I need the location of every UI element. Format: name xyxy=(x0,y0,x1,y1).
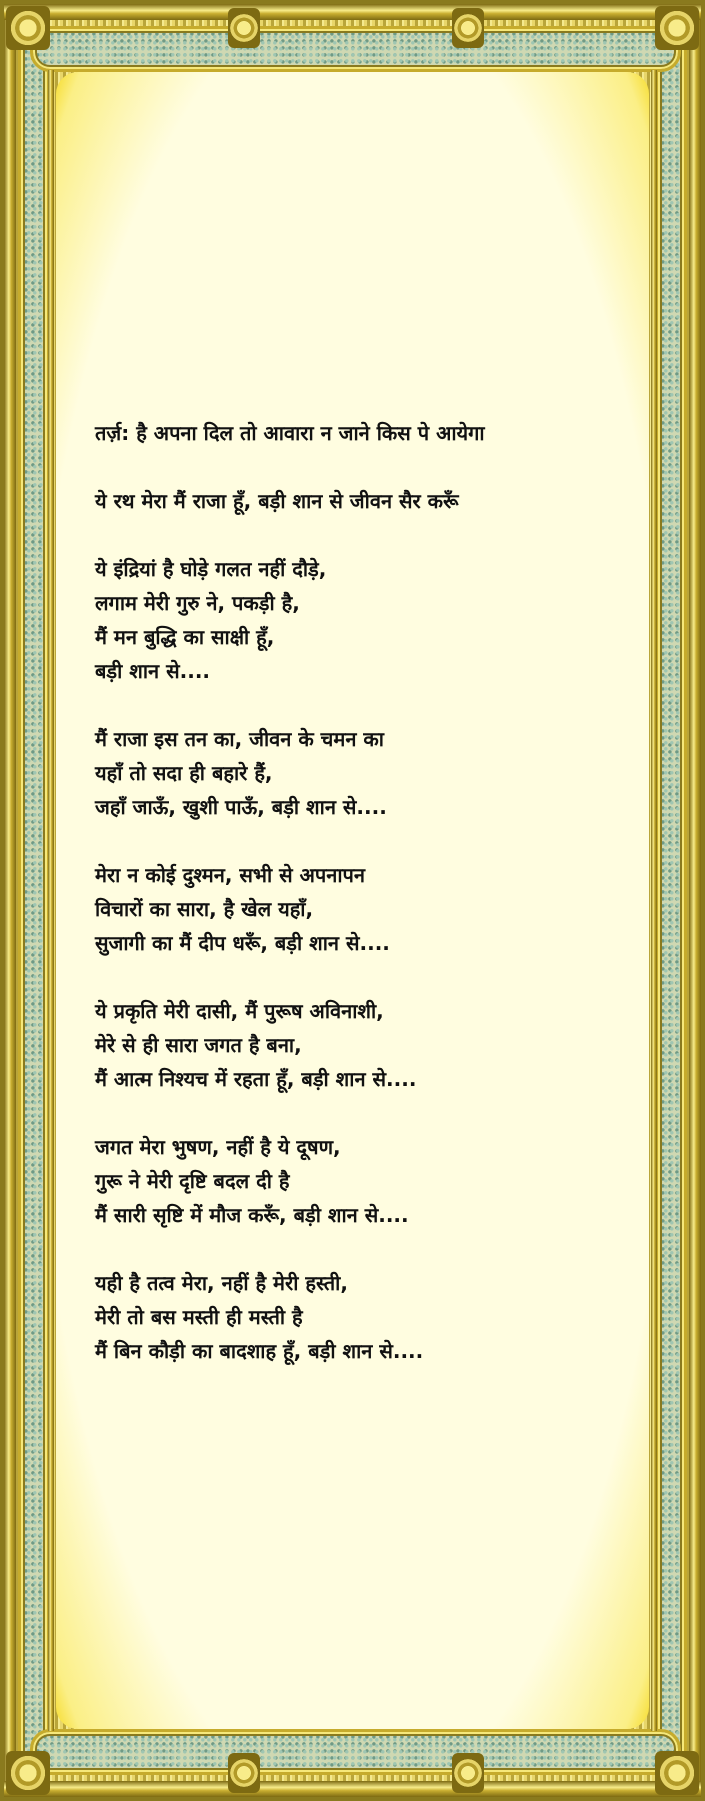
stanza-3 xyxy=(95,858,635,960)
bhajan-lyrics xyxy=(95,416,635,1402)
stanza-line: मेरा न कोई दुश्मन, सभी से अपनापन xyxy=(95,863,365,887)
stanza-line: जगत मेरा भुषण, नहीं है ये दूषण, xyxy=(95,1135,341,1159)
border-ornament-icon xyxy=(228,8,260,48)
stanza-line: मैं सारी सृष्टि में मौज करूँ, बड़ी शान से.... xyxy=(95,1203,409,1227)
jeweled-band-right xyxy=(655,30,687,1777)
stanza-line: ये इंद्रियां है घोड़े गलत नहीं दौड़े, xyxy=(95,557,327,581)
stanza-line: सुजागी का मैं दीप धरूँ, बड़ी शान से.... xyxy=(95,931,390,955)
corner-ornament-icon xyxy=(6,1751,50,1795)
gold-border-top xyxy=(4,4,701,20)
stanza-line: गुरू ने मेरी दृष्टि बदल दी है xyxy=(95,1169,290,1193)
refrain-text: ये रथ मेरा मैं राजा हूँ, बड़ी शान से जीवन सैर करूँ xyxy=(95,489,459,513)
stanza-2 xyxy=(95,722,635,824)
stanza-line: विचारों का सारा, है खेल यहाँ, xyxy=(95,897,314,921)
stanza-4 xyxy=(95,994,635,1096)
border-ornament-icon xyxy=(228,1753,260,1793)
border-ornament-icon xyxy=(452,8,484,48)
stanza-line: मैं मन बुद्धि का साक्षी हूँ, xyxy=(95,625,275,649)
jeweled-band-left xyxy=(18,30,50,1777)
corner-ornament-icon xyxy=(655,1751,699,1795)
stanza-1 xyxy=(95,552,635,688)
gold-border-bottom xyxy=(4,1781,701,1797)
border-ornament-icon xyxy=(452,1753,484,1793)
corner-ornament-icon xyxy=(6,6,50,50)
stanza-line: मेरे से ही सारा जगत है बना, xyxy=(95,1033,302,1057)
stanza-line: बड़ी शान से.... xyxy=(95,659,211,683)
stanza-6 xyxy=(95,1266,635,1368)
stanza-5 xyxy=(95,1130,635,1232)
stanza-line: मैं आत्म निश्यच में रहता हूँ, बड़ी शान से.... xyxy=(95,1067,417,1091)
stanza-line: लगाम मेरी गुरु ने, पकड़ी है, xyxy=(95,591,300,615)
gold-border-left xyxy=(4,4,16,1797)
jeweled-band-bottom xyxy=(30,1729,681,1775)
stanza-line: ये प्रकृति मेरी दासी, मैं पुरूष अविनाशी, xyxy=(95,999,384,1023)
tarz-text: तर्ज़: है अपना दिल तो आवारा न जाने किस पे आयेगा xyxy=(95,421,485,445)
stanza-line: जहाँ जाऊँ, खुशी पाऊँ, बड़ी शान से.... xyxy=(95,795,387,819)
gold-border-right xyxy=(689,4,701,1797)
stanza-line: मेरी तो बस मस्ती ही मस्ती है xyxy=(95,1305,303,1329)
stanza-line: मैं बिन कौड़ी का बादशाह हूँ, बड़ी शान से.... xyxy=(95,1339,424,1363)
tarz-line xyxy=(95,416,635,450)
refrain xyxy=(95,484,635,518)
corner-ornament-icon xyxy=(655,6,699,50)
stanza-line: मैं राजा इस तन का, जीवन के चमन का xyxy=(95,727,384,751)
stanza-line: यही है तत्व मेरा, नहीं है मेरी हस्ती, xyxy=(95,1271,348,1295)
gold-inner-border-right xyxy=(651,70,657,1731)
gold-inner-border-left xyxy=(48,70,54,1731)
jeweled-band-top xyxy=(30,26,681,72)
stanza-line: यहाँ तो सदा ही बहारे हैं, xyxy=(95,761,273,785)
